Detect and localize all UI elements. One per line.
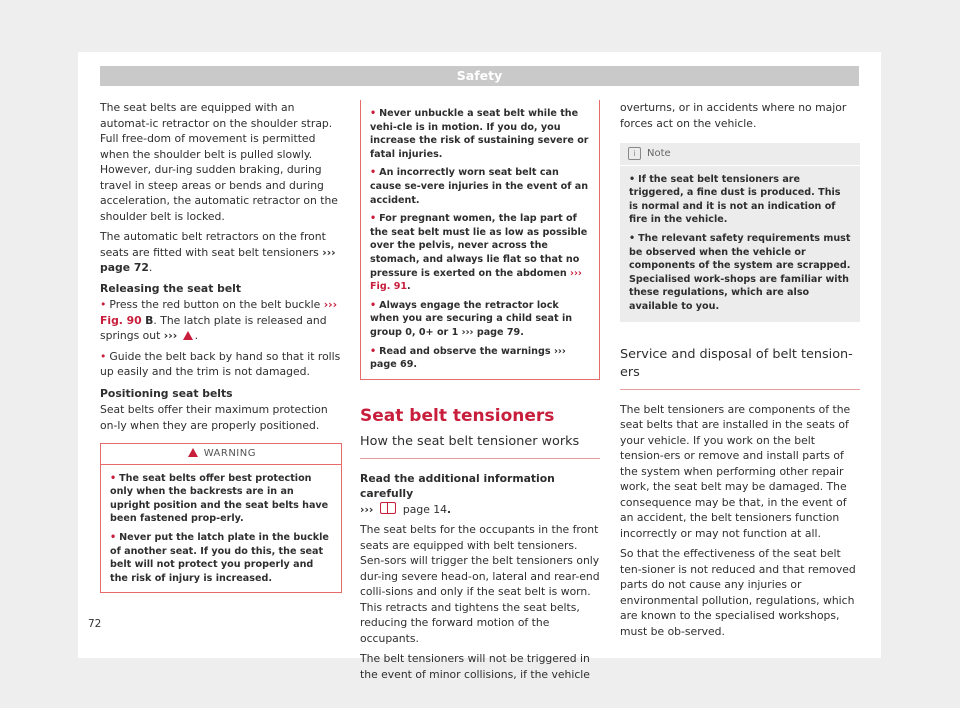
read-info-notice: Read the additional information carefully ››› page 14. [360, 471, 555, 516]
text: Press the red button on the belt buckle [109, 298, 321, 311]
paragraph: The seat belts are equipped with an automat-ic retractor on the shoulder strap. Full free-dom of movement is permitted when the shoulder belt is pulled slowly. However, dur-ing sudden braking, during travel in steep areas or bends and during acceleration, the automatic retractor on the shoulder belt is locked. [100, 101, 338, 223]
warning-item [110, 472, 332, 526]
note-body [620, 166, 860, 322]
text: Read the additional information carefully [360, 471, 555, 501]
text: . [148, 261, 153, 274]
paragraph: Seat belts offer their maximum protection on-ly when they are properly positioned. [100, 403, 328, 432]
bullet-icon: • [629, 232, 636, 244]
page-number: 72 [88, 618, 102, 630]
paragraph: The belt tensioners are components of the seat belts that are installed in the seats of your vehicle. If you work on the belt tension-ers or remove and install parts of the system when performing other repair work, the seat belt may be damaged. The consequence may be that, in the event of an accident, the belt tensioners function incorrectly or may not function at all. [620, 402, 851, 540]
label-b: B [145, 313, 154, 327]
bullet-icon: • [100, 349, 107, 363]
warning-item: • For pregnant women, the lap part of the seat belt must lie as low as possible over the pelvis, never across the stomach, and always lie flat so that no pressure is exerted on the abdomen ››› Fig. 91. [370, 213, 588, 293]
bullet-icon: • [370, 345, 377, 357]
paragraph: So that the effectiveness of the seat belt ten-sioner is not reduced and that removed parts do not cause any injuries or environmental pollution, regulations, which are known to the specialised workshops, must be ob-served. [620, 547, 856, 638]
text: Never unbuckle a seat belt while the vehi-cle is in motion. If you do, you increase the risk of sustaining severe or fatal injuries. [370, 108, 589, 160]
section-title: Seat belt tensioners [360, 405, 555, 426]
page-reference-link[interactable]: ››› page 72 [100, 245, 336, 274]
text: Never put the latch plate in the buckle of another seat. If you do this, the seat belt will not protect you properly and the risk of injury is increased. [110, 531, 329, 584]
paragraph: The seat belts for the occupants in the front seats are equipped with belt tensioners. Sen-sors will trigger the belt tensioners only dur-ing severe head-on, lateral and rear-end colli-sions and only if the seat belt is worn. This retracts and tightens the seat belts, reducing the forward motion of the occupants. [360, 523, 600, 645]
warning-item [370, 107, 590, 161]
note-label: Note [647, 148, 671, 159]
book-icon [380, 502, 396, 514]
bullet-icon: • [370, 213, 377, 225]
text: Guide the belt back by hand so that it rolls up easily and the trim is not damaged. [100, 349, 341, 378]
bullet-icon: • [100, 298, 107, 311]
text: The automatic belt retractors on the front seats are fitted with seat belt tensioners [100, 230, 326, 259]
warning-item [110, 531, 332, 585]
warning-item: • Read and observe the warnings ››› page 69. [370, 345, 566, 371]
note-box [620, 143, 860, 322]
text: For pregnant women, the lap part of the seat belt must lie as low as possible over the pelvis, never across the stomach, and always lie flat so that no pressure is exerted on the abdomen [370, 213, 588, 279]
text: If the seat belt tensioners are triggered, a fine dust is produced. This is normal and it is not an indication of fire in the vehicle. [629, 173, 841, 226]
bullet-icon: • [370, 167, 377, 179]
bullet-icon: • [629, 173, 636, 185]
subheading-releasing: Releasing the seat belt [100, 281, 242, 295]
warning-triangle-icon [183, 331, 193, 340]
page-reference-link[interactable]: ››› page 79 [461, 326, 521, 338]
note-item [629, 173, 851, 227]
column-1 [100, 100, 342, 593]
subheading-positioning: Positioning seat belts [100, 386, 233, 400]
text: An incorrectly worn seat belt can cause se-vere injuries in the event of an accident. [370, 167, 589, 206]
warning-label: WARNING [203, 448, 256, 459]
paragraph: overturns, or in accidents where no major forces act on the vehicle. [620, 101, 847, 130]
list-item [100, 349, 342, 380]
info-icon: i [628, 147, 641, 160]
text: Always engage the retractor lock when you are securing a child seat in group 0, 0+ or 1 [370, 299, 573, 338]
column-2 [360, 100, 600, 687]
warning-item [370, 166, 590, 207]
warning-header [101, 444, 341, 465]
note-item [629, 232, 851, 314]
text: The seat belts offer best protection only when the backrests are in an upright position and the seat belts have been fastened prop-erly. [110, 472, 329, 525]
bullet-icon: • [370, 108, 377, 119]
bullet-icon: • [370, 299, 377, 311]
text: . The latch plate is released and springs out [100, 313, 327, 342]
paragraph [100, 229, 342, 276]
bullet-icon: • [110, 472, 117, 484]
note-header [620, 143, 860, 166]
warning-body [101, 465, 341, 593]
page-reference-link[interactable]: ››› page 69 [370, 345, 566, 371]
column-3 [620, 100, 860, 644]
reference-arrow: ››› [360, 502, 374, 516]
subsection-title: How the seat belt tensioner works [360, 433, 600, 459]
page-header: Safety [100, 66, 859, 86]
page-reference-link[interactable]: page 14 [402, 502, 448, 516]
bullet-icon: • [110, 531, 117, 543]
warning-item: • Always engage the retractor lock when you are securing a child seat in group 0, 0+ or 1 ››› page 79. [370, 299, 573, 338]
warning-reference-link[interactable]: ››› [163, 329, 178, 342]
warning-triangle-icon [188, 448, 198, 457]
list-item: • Press the red button on the belt buckle ››› Fig. 90 B. The latch plate is released and springs out ››› . [100, 298, 338, 342]
figure-reference-link[interactable]: ››› Fig. 91 [370, 267, 582, 293]
text: Read and observe the warnings [379, 345, 551, 357]
warning-body [361, 100, 599, 379]
warning-box-continued [360, 100, 600, 380]
paragraph: The belt tensioners will not be triggered in the event of minor collisions, if the vehicle [360, 652, 590, 681]
figure-reference-link[interactable]: ››› Fig. 90 [100, 298, 338, 327]
text: The relevant safety requirements must be observed when the vehicle or components of the system are scrapped. Specialised work-shops are familiar with these regulations, which are also available to you. [629, 232, 851, 312]
warning-box [100, 443, 342, 593]
section-title-service: Service and disposal of belt tension-ers [620, 346, 860, 390]
